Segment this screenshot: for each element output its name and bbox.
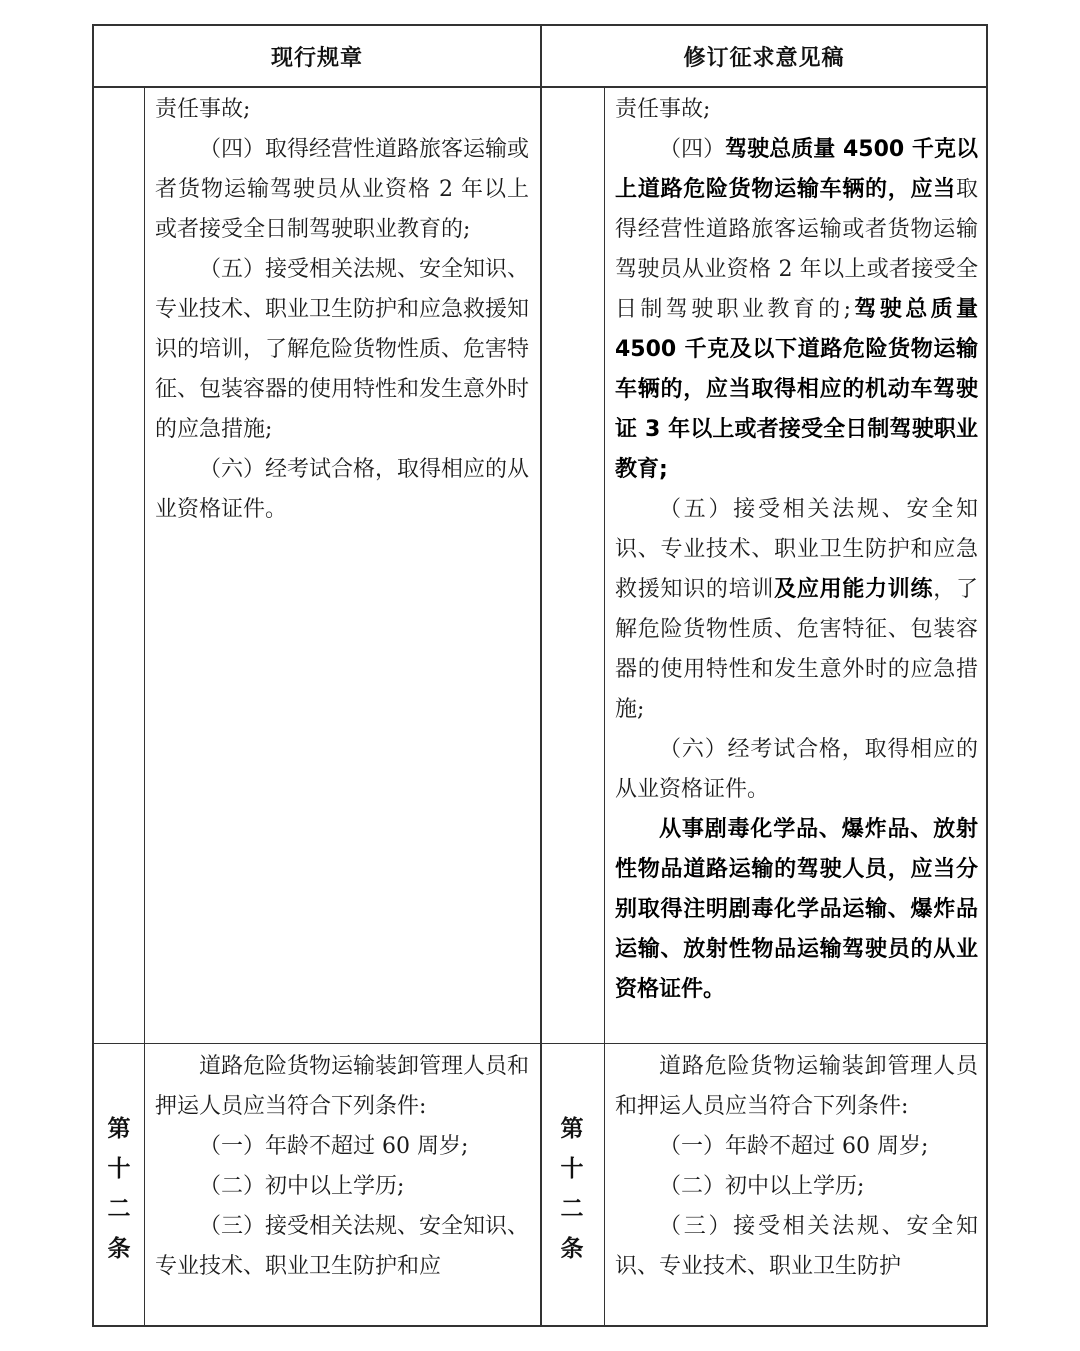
paragraph: （四）取得经营性道路旅客运输或者货物运输驾驶员从业资格 2 年以上或者接受全日制驾驶职业教育的;	[155, 137, 530, 242]
article-label-left	[94, 1109, 144, 1269]
bold-revision: 驾驶总质量 4500 千克及以下道路危险货物运输车辆的，应当取得相应的机动车驾驶证 3 年以上或者接受全日制驾驶职业教育;	[615, 297, 978, 482]
row-divider	[94, 1043, 986, 1044]
paragraph: 道路危险货物运输装卸管理人员和押运人员应当符合下列条件:	[615, 1054, 978, 1119]
row2-revised-text	[615, 1047, 978, 1287]
text-run: ，了解危险货物性质、危害特征、包装容器的使用特性和发生意外时的应急措施;	[615, 577, 978, 722]
text-run: 取得经营性道路旅客运输或者货物运输驾驶员从业资格 2 年以上或者接受全日制驾驶职业教育的;	[615, 177, 978, 322]
paragraph	[615, 490, 978, 730]
paragraph	[615, 130, 978, 490]
paragraph: （五）接受相关法规、安全知识、专业技术、职业卫生防护和应急救援知识的培训，了解危险货物性质、危害特征、包装容器的使用特性和发生意外时的应急措施;	[155, 257, 530, 442]
article-label-right	[547, 1109, 597, 1269]
bold-revision-paragraph: 从事剧毒化学品、爆炸品、放射性物品道路运输的驾驶人员，应当分别取得注明剧毒化学品运输、爆炸品运输、放射性物品运输驾驶员的从业资格证件。	[615, 817, 978, 1002]
article-char: 条	[560, 1236, 584, 1262]
article-column-divider-left	[144, 86, 145, 1325]
paragraph: 道路危险货物运输装卸管理人员和押运人员应当符合下列条件:	[155, 1054, 530, 1119]
paragraph: （一）年龄不超过 60 周岁;	[199, 1134, 469, 1159]
paragraph: （三）接受相关法规、安全知识、专业技术、职业卫生防护	[615, 1214, 978, 1279]
bold-revision: 驾驶总质量 4500 千克以上道路危险货物运输车辆的，应当	[615, 137, 978, 202]
paragraph: 责任事故;	[155, 97, 251, 122]
paragraph: 责任事故;	[615, 97, 711, 122]
paragraph: （一）年龄不超过 60 周岁;	[659, 1134, 929, 1159]
article-column-divider-right	[604, 86, 605, 1325]
article-char: 第	[107, 1116, 131, 1142]
comparison-table	[92, 24, 988, 1327]
header-divider	[94, 86, 986, 88]
article-char: 条	[107, 1236, 131, 1262]
article-char: 二	[107, 1196, 131, 1222]
header-current-rules: 现行规章	[270, 45, 363, 71]
paragraph: （六）经考试合格，取得相应的从业资格证件。	[615, 737, 978, 802]
paragraph: （二）初中以上学历;	[659, 1174, 865, 1199]
article-char: 第	[560, 1116, 584, 1142]
paragraph: （六）经考试合格，取得相应的从业资格证件。	[155, 457, 530, 522]
text-run: （五）接受相关法规、安全知识、专业技术、职业卫生防护和应急救援知识的培训	[615, 497, 978, 602]
article-char: 十	[560, 1156, 584, 1182]
row1-revised-text	[615, 90, 978, 1010]
header-revision-draft: 修订征求意见稿	[683, 45, 845, 71]
text-run: （四）	[659, 137, 726, 162]
paragraph: （二）初中以上学历;	[199, 1174, 405, 1199]
article-char: 二	[560, 1196, 584, 1222]
row1-current-text	[155, 90, 529, 530]
bold-revision: 及应用能力训练	[774, 577, 934, 602]
column-divider-center	[540, 26, 542, 1325]
article-char: 十	[107, 1156, 131, 1182]
paragraph: （三）接受相关法规、安全知识、专业技术、职业卫生防护和应	[155, 1214, 530, 1279]
row2-current-text	[155, 1047, 529, 1287]
